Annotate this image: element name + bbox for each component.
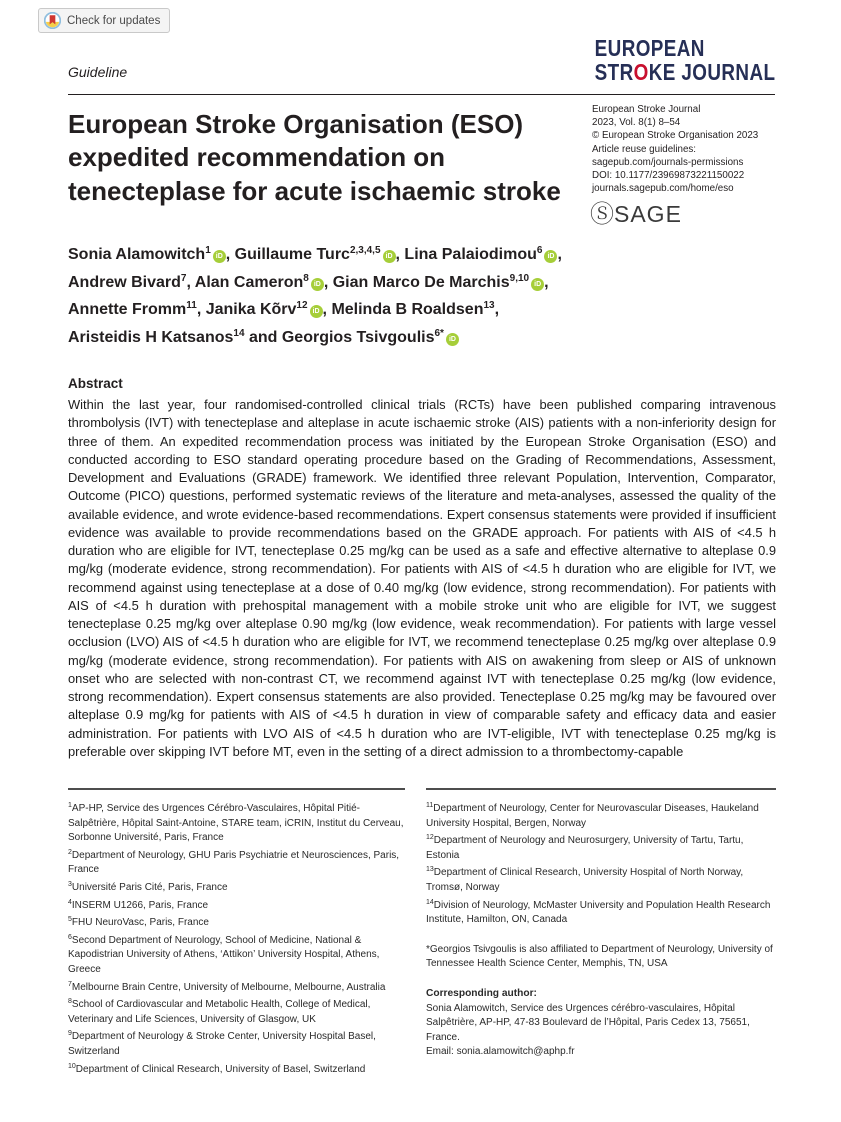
affiliation-footnote: $^3$Université Paris Cité, Paris, France xyxy=(68,880,228,893)
orcid-icon[interactable]: iD xyxy=(544,250,557,263)
meta-volume: 2023, Vol. 8(1) 8–54 xyxy=(592,117,681,129)
header-rule xyxy=(68,94,775,95)
author-affiliation-superscript: 8 xyxy=(303,272,309,284)
affiliation-footnote: $^6$Second Department of Neurology, School of Medicine, National & Kapodistrian University of Athens, ‘Attikon’ University Hospital, Athens, Greece xyxy=(68,933,380,975)
sage-logo: ⓈSAGE xyxy=(590,201,682,228)
affiliation-footnote: $^{11}$Department of Neurology, Center for Neurovascular Diseases, Haukeland University Hospital, Bergen, Norway xyxy=(426,802,759,829)
check-for-updates-button[interactable] xyxy=(38,8,170,33)
author-affiliation-superscript: 2,3,4,5 xyxy=(349,245,381,256)
author-name: Guillaume Turc xyxy=(234,246,350,263)
author-affiliation-superscript: 13 xyxy=(483,300,495,311)
author-name: Melinda B Roaldsen xyxy=(331,301,484,318)
corresponding-author-email-line: Email: sonia.alamowitch@aphp.fr xyxy=(426,1046,575,1058)
corresponding-author-heading: Corresponding author: xyxy=(426,987,537,999)
orcid-icon[interactable]: iD xyxy=(310,305,323,318)
article-type-label: Guideline xyxy=(68,64,128,80)
check-for-updates-label: Check for updates xyxy=(67,14,161,27)
corresponding-author-address: Sonia Alamowitch, Service des Urgences cérébro-vasculaires, Hôpital Salpêtrière, AP-HP, 47-83 Boulevard de l’Hôpital, Paris Cedex 13, 75651, France. xyxy=(426,1002,750,1043)
journal-logo xyxy=(594,36,775,84)
footnote-superscript: 9 xyxy=(68,1030,72,1038)
author-name: Janika Kõrv xyxy=(205,301,297,318)
footnote-superscript: 6 xyxy=(68,933,72,941)
footnote-superscript: 13 xyxy=(426,866,434,874)
author-name: Aristeidis H Katsanos xyxy=(68,328,234,346)
author-name: Alan Cameron xyxy=(194,273,304,291)
author-affiliation-superscript: 6 xyxy=(536,245,543,256)
footnote-superscript: 2 xyxy=(68,848,72,856)
footnote-superscript: 4 xyxy=(68,898,72,906)
author-name: Georgios Tsivgoulis xyxy=(281,328,435,346)
author-affiliation-superscript: 14 xyxy=(233,327,245,339)
footnote-column-left xyxy=(68,788,405,1077)
journal-logo-line2: STROKE JOURNAL xyxy=(594,59,775,86)
author-name: Gian Marco De Marchis xyxy=(332,273,510,291)
footnote-superscript: 3 xyxy=(68,880,72,888)
author-affiliation-superscript: 1 xyxy=(205,245,211,256)
affiliation-footnote: $^{10}$Department of Clinical Research, University of Basel, Switzerland xyxy=(68,1062,366,1075)
meta-homepage-link[interactable]: journals.sagepub.com/home/eso xyxy=(592,183,734,195)
author-name: Sonia Alamowitch xyxy=(68,246,206,263)
footnote-superscript: 12 xyxy=(426,834,434,842)
affiliation-footnote: $^4$INSERM U1266, Paris, France xyxy=(68,898,209,911)
footnote-superscript: 7 xyxy=(68,980,72,988)
article-title: European Stroke Organisation (ESO) expedited recommendation on tenecteplase for acute ischaemic stroke xyxy=(68,109,561,206)
affiliation-footnote: $^7$Melbourne Brain Centre, University of Melbourne, Melbourne, Australia xyxy=(68,980,386,993)
orcid-icon[interactable]: iD xyxy=(383,250,396,263)
orcid-icon[interactable]: iD xyxy=(311,278,324,291)
journal-logo-line1: EUROPEAN xyxy=(594,35,705,61)
orcid-icon[interactable]: iD xyxy=(531,278,544,291)
author-name: Lina Palaiodimou xyxy=(404,246,537,263)
right-footnotes xyxy=(426,799,776,928)
footnote-columns xyxy=(68,788,776,1077)
abstract-text: Within the last year, four randomised-controlled clinical trials (RCTs) have been published comparing intravenous thrombolysis (IVT) with tenecteplase and alteplase in acute ischaemic stroke (AIS) patients with a non-inferiority design for three of them. An expedited recommendation process was initiated by the European Stroke Organisation (ESO) and conducted according to ESO standard operating procedure based on the Grading of Recommendations, Assessment, Development and Evaluations (GRADE) framework. We identified three relevant Population, Intervention, Comparator, Outcome (PICO) questions, performed systematic reviews of the literature and meta-analyses, assessed the quality of the available evidence, and wrote evidence-based recommendations. Expert consensus statements were provided if insufficient evidence was available to provide recommendations based on the GRADE approach. For patients with AIS of <4.5 h duration who are eligible for IVT, tenecteplase 0.25 mg/kg can be used as a safe and effective alternative to alteplase 0.9 mg/kg (moderate evidence, strong recommendation). For patients with AIS of <4.5 h duration who are eligible for IVT, we recommend against using tenecteplase at a dose of 0.40 mg/kg (low evidence, strong recommendation). For patients with AIS of <4.5 h duration with prehospital management with a mobile stroke unit who are eligible for IVT, we suggest tenecteplase 0.25 mg/kg over alteplase 0.90 mg/kg (low evidence, weak recommendation). For patients with large vessel occlusion (LVO) AIS of <4.5 h duration who are eligible for IVT, we recommend tenecteplase 0.25 mg/kg over alteplase 0.9 mg/kg (moderate evidence, strong recommendation). For patients with AIS on awakening from sleep or AIS of unknown onset who are selected with non-contrast CT, we recommend against IVT with tenecteplase 0.25 mg/kg (low evidence, strong recommendation). Expert consensus statements are also provided. Tenecteplase 0.25 mg/kg may be favoured over alteplase 0.9 mg/kg for patients with AIS of <4.5 h duration in view of comparable safety and efficacy data and easier administration. For patients with LVO AIS of <4.5 h duration who are IVT-eligible, IVT with tenecteplase 0.25 mg/kg is preferable over skipping IVT before MT, even in the setting of a direct admission to a thrombectomy-capable xyxy=(68,397,776,759)
author-affiliation-superscript: 6* xyxy=(434,327,444,339)
affiliation-footnote: $^{13}$Department of Clinical Research, University Hospital of North Norway, Tromsø, Norway xyxy=(426,866,744,893)
author-name: Annette Fromm xyxy=(68,301,187,318)
footnote-superscript: 8 xyxy=(68,998,72,1006)
author-name: Andrew Bivard xyxy=(68,273,181,291)
footnote-superscript: 11 xyxy=(426,802,434,809)
abstract-section xyxy=(68,376,776,761)
sage-s-icon: Ⓢ xyxy=(590,201,614,228)
crossmark-icon xyxy=(44,12,61,29)
author-line: Andrew Bivard$^7$, Alan Cameron$^8$iD , Gian Marco De Marchis$^{9,10}$iD , xyxy=(68,272,549,291)
affiliation-footnote: $^5$FHU NeuroVasc, Paris, France xyxy=(68,916,209,929)
footnote-superscript: 1 xyxy=(68,802,72,809)
author-line: Annette Fromm$^{11}$, Janika Kõrv$^{12}$iD , Melinda B Roaldsen$^{13}$, xyxy=(68,300,500,318)
journal-metadata xyxy=(592,103,782,195)
orcid-icon[interactable]: iD xyxy=(213,250,226,263)
meta-reuse-link[interactable]: sagepub.com/journals-permissions xyxy=(592,156,744,168)
logo-o-accent: O xyxy=(633,59,649,86)
meta-journal-name: European Stroke Journal xyxy=(592,104,701,115)
asterisk-note: *Georgios Tsivgoulis is also affiliated to Department of Neurology, University of Tennessee Health Science Center, Memphis, TN, USA xyxy=(426,943,773,970)
author-affiliation-superscript: 7 xyxy=(180,272,187,284)
affiliation-footnote: $^9$Department of Neurology & Stroke Center, University Hospital Basel, Switzerland xyxy=(68,1030,376,1057)
author-list xyxy=(68,239,688,349)
affiliation-footnote: $^8$School of Cardiovascular and Metabolic Health, College of Medical, Veterinary and Life Sciences, University of Glasgow, UK xyxy=(68,998,371,1025)
affiliation-footnote: $^{12}$Department of Neurology and Neurosurgery, University of Tartu, Tartu, Estonia xyxy=(426,834,744,861)
meta-copyright: © European Stroke Organisation 2023 xyxy=(592,130,759,142)
author-affiliation-superscript: 12 xyxy=(296,300,308,311)
footnote-superscript: 14 xyxy=(426,898,434,906)
footnote-column-right xyxy=(426,788,776,1077)
affiliation-footnote: $^1$AP-HP, Service des Urgences Cérébro-Vasculaires, Hôpital Pitié-Salpêtrière, Hôpital Saint-Antoine, STARE team, iCRIN, Institut du Cerveau, Sorbonne Université, Paris, France xyxy=(68,802,404,844)
footnote-superscript: 10 xyxy=(68,1062,76,1070)
affiliation-footnote: $^2$Department of Neurology, GHU Paris Psychiatrie et Neurosciences, Paris, France xyxy=(68,848,400,876)
footnote-superscript: 5 xyxy=(68,916,72,924)
email-link[interactable]: sonia.alamowitch@aphp.fr xyxy=(456,1046,575,1058)
author-line: Aristeidis H Katsanos$^{14}$ and Georgios Tsivgoulis$^{6*}$iD xyxy=(68,322,688,350)
author-affiliation-superscript: 11 xyxy=(186,300,197,311)
affiliation-footnote: $^{14}$Division of Neurology, McMaster University and Population Health Research Institute, Hamilton, ON, Canada xyxy=(426,898,771,926)
orcid-icon[interactable]: iD xyxy=(446,333,459,346)
abstract-heading: Abstract xyxy=(68,376,123,391)
meta-reuse-label: Article reuse guidelines: xyxy=(592,143,697,155)
meta-doi-link[interactable]: DOI: 10.1177/23969873221150022 xyxy=(592,170,745,182)
author-affiliation-superscript: 9,10 xyxy=(509,272,530,284)
author-line: Sonia Alamowitch$^1$iD , Guillaume Turc$^{2,3,4,5}$iD , Lina Palaiodimou$^6$iD , xyxy=(68,245,562,263)
